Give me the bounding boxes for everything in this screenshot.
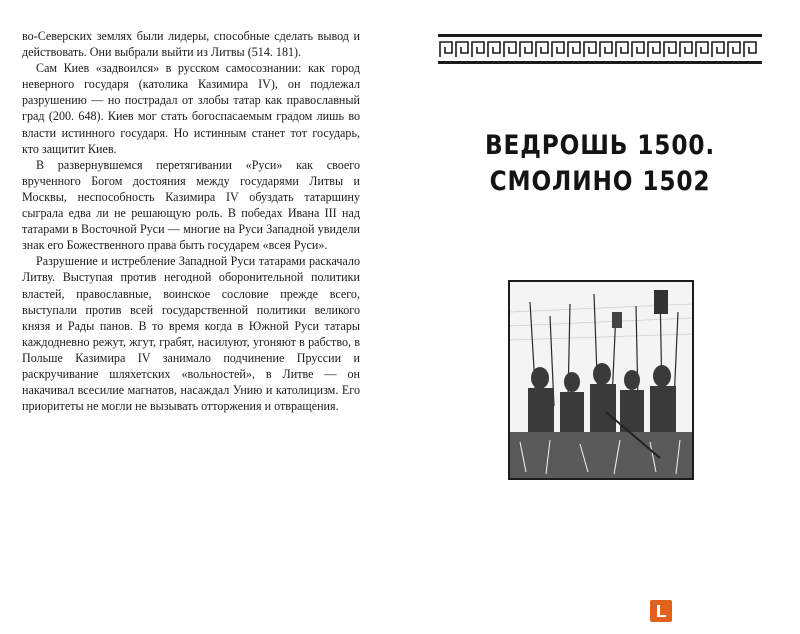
greek-key-border-icon bbox=[438, 34, 762, 64]
labirint-logo-icon bbox=[650, 600, 672, 622]
battle-engraving-icon bbox=[508, 280, 694, 480]
chapter-title-line-1: ВЕДРОШЬ 1500. bbox=[484, 130, 716, 161]
chapter-title-line-2: СМОЛИНО 1502 bbox=[489, 166, 711, 197]
chapter-title bbox=[454, 128, 746, 200]
paragraph-2: Сам Киев «задвоился» в русском самосознании: как город неверного государя (католика Казимира IV), он подлежал разрушению — но пострадал от злобы татар как православный град (200. 648). Киев мог стать богоспасаемым градом лишь во власти истинного государя. Но истинным станет тот государь, кто защитит Киев. bbox=[22, 61, 360, 156]
paragraph-3: В развернувшемся перетягивании «Руси» как своего врученного Богом достояния между государями Литвы и Москвы, неспособность Казимира IV обуздать татаршину сыграла едва ли не решающую роль. В победах Ивана III над татарами в Восточной Руси — многие на Руси Западной увидели знак его Божественного права быть государем «всея Руси». bbox=[22, 157, 360, 253]
right-page bbox=[430, 0, 770, 634]
paragraph-4: Разрушение и истребление Западной Руси татарами раскачало Литву. Выступая против негодной оборонительной политики властей, православные, воинское сословие прежде всего, выступали против всей государственной политики великого князя и Рады панов. В то время когда в Южной Руси татары каждодневно режут, жгут, грабят, насилуют, угоняют в рабство, в Польше Казимира IV занимало подчинение Пруссии и раскручивание шляхетских «вольностей», в Литве — он накачивал всесилие магнатов, насаждал Унию и католицизм. Его приоритеты не могли не вызывать отторжения и отвращения. bbox=[22, 254, 360, 414]
paragraph-1: во-Северских землях были лидеры, способные сделать вывод и действовать. Они выбрали выйти из Литвы (514. 181). bbox=[22, 29, 360, 60]
left-page-text bbox=[22, 28, 360, 414]
